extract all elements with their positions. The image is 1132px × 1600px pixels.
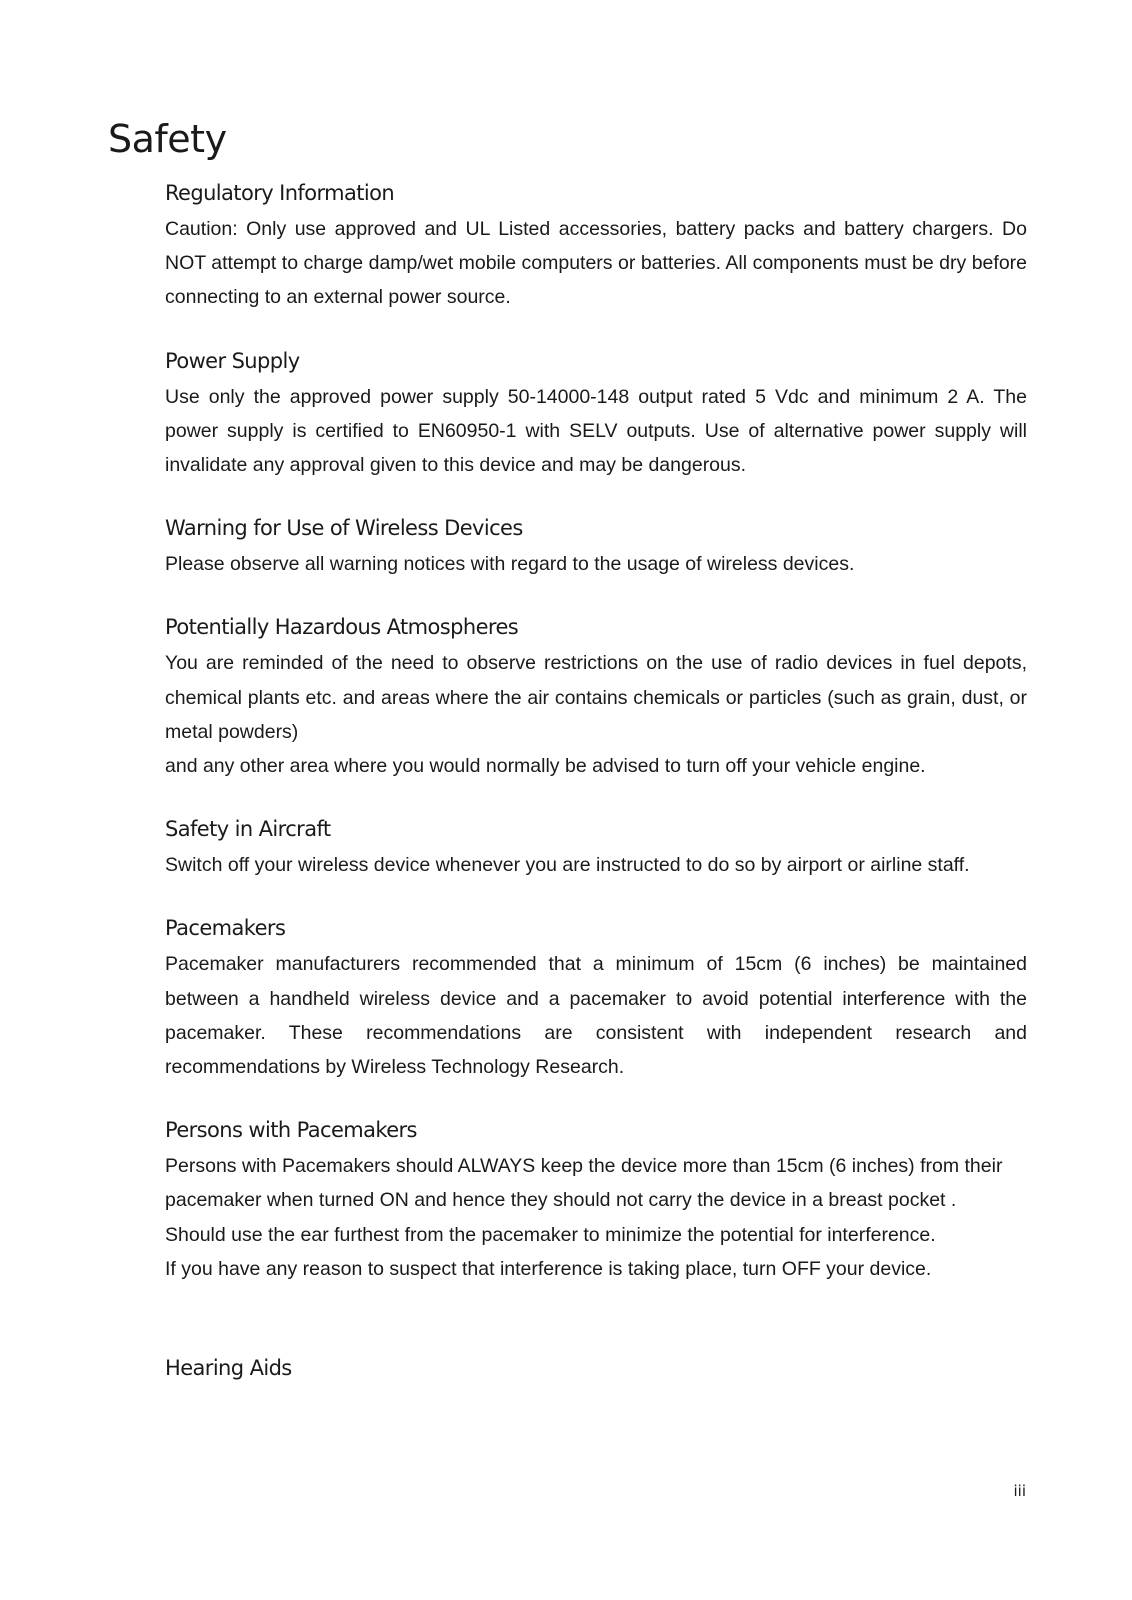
paragraph: Caution: Only use approved and UL Listed accessories, battery packs and battery chargers. Do NOT attempt to charge damp/wet mobile computers or batteries. All components must be dry before connecting to an external power source. xyxy=(165,218,1027,309)
section-body xyxy=(165,947,1027,1084)
section-heading: Warning for Use of Wireless Devices xyxy=(165,516,523,541)
page-number: iii xyxy=(1013,1482,1026,1500)
section-heading: Power Supply xyxy=(165,348,300,373)
section-wireless-warning xyxy=(165,509,1027,581)
section-power-supply xyxy=(165,342,1027,483)
paragraph: Should use the ear furthest from the pacemaker to minimize the potential for interference. xyxy=(165,1223,936,1246)
section-safety-in-aircraft xyxy=(165,810,1027,882)
paragraph: Persons with Pacemakers should ALWAYS keep the device more than 15cm (6 inches) from their pacemaker when turned ON and hence they should not carry the device in a breast pocket . xyxy=(165,1155,1003,1212)
page-title: Safety xyxy=(108,117,227,161)
paragraph: and any other area where you would normally be advised to turn off your vehicle engine. xyxy=(165,755,926,778)
section-heading: Regulatory Information xyxy=(165,181,395,205)
section-body xyxy=(165,547,1027,581)
section-body xyxy=(165,646,1027,783)
section-heading: Persons with Pacemakers xyxy=(165,1118,417,1143)
section-heading: Hearing Aids xyxy=(165,1356,292,1381)
section-heading: Safety in Aircraft xyxy=(165,817,331,842)
document-body xyxy=(165,174,1027,1387)
paragraph: Please observe all warning notices with regard to the usage of wireless devices. xyxy=(165,553,855,576)
paragraph: Switch off your wireless device whenever you are instructed to do so by airport or airline staff. xyxy=(165,854,970,877)
paragraph: You are reminded of the need to observe restrictions on the use of radio devices in fuel depots, chemical plants etc. and areas where the air contains chemicals or particles (such as grain, dust, or metal powders) xyxy=(165,652,1027,743)
section-body xyxy=(165,848,1027,882)
section-body xyxy=(165,212,1027,315)
section-body xyxy=(165,380,1027,483)
section-hearing-aids xyxy=(165,1349,1027,1387)
section-hazardous-atmospheres xyxy=(165,608,1027,783)
paragraph: Use only the approved power supply 50-14000-148 output rated 5 Vdc and minimum 2 A. The power supply is certified to EN60950-1 with SELV outputs. Use of alternative power supply will invalidate any approval given to this device and may be dangerous. xyxy=(165,385,1027,477)
section-body xyxy=(165,1149,1027,1286)
section-persons-with-pacemakers xyxy=(165,1111,1027,1286)
paragraph: If you have any reason to suspect that interference is taking place, turn OFF your device. xyxy=(165,1257,932,1280)
section-regulatory-information xyxy=(165,174,1027,315)
section-heading: Pacemakers xyxy=(165,916,286,941)
paragraph: Pacemaker manufacturers recommended that a minimum of 15cm (6 inches) be maintained between a handheld wireless device and a pacemaker to avoid potential interference with the pacemaker. These recommendations are consistent with independent research and recommendations by Wireless Technology Research. xyxy=(165,953,1027,1079)
section-pacemakers xyxy=(165,909,1027,1084)
section-heading: Potentially Hazardous Atmospheres xyxy=(165,615,519,640)
